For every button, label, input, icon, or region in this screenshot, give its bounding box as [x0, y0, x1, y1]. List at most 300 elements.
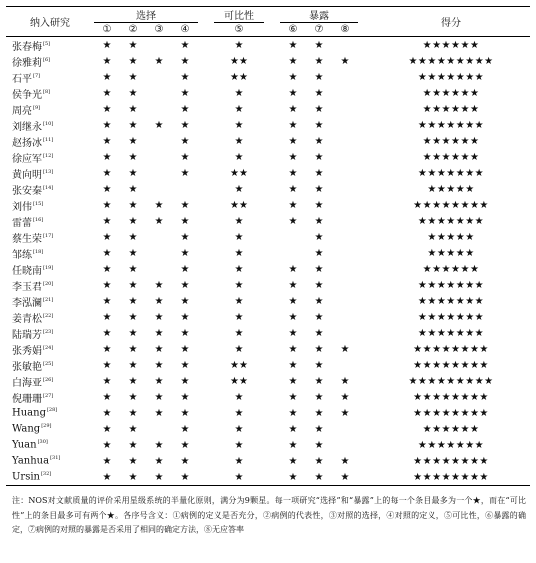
study-name-cell — [6, 389, 94, 405]
study-name-cell — [6, 469, 94, 486]
rating-c4: ★ — [180, 119, 190, 131]
rating-c2: ★ — [128, 311, 138, 323]
reference-number: [9] — [33, 105, 41, 112]
study-name-cell — [6, 133, 94, 149]
table-row — [6, 437, 530, 453]
spacer-cell — [264, 405, 280, 421]
col-num-6: ⑥ — [280, 23, 306, 37]
rating-c8: ★ — [340, 55, 350, 67]
rating-c3: ★ — [154, 375, 164, 387]
rating-c6: ★ — [288, 439, 298, 451]
rating-c5: ★ — [234, 407, 244, 419]
score-cell: ★★★★★★★ — [417, 167, 485, 179]
rating-c6: ★ — [288, 119, 298, 131]
score-cell: ★★★★★★ — [422, 39, 480, 51]
rating-c8 — [332, 421, 358, 437]
rating-c7: ★ — [314, 247, 324, 259]
rating-c4: ★ — [180, 279, 190, 291]
score-cell: ★★★★★★ — [422, 135, 480, 147]
rating-c8 — [332, 325, 358, 341]
rating-c8 — [332, 181, 358, 197]
spacer-cell — [198, 389, 214, 405]
spacer-cell — [264, 357, 280, 373]
table-body — [6, 37, 530, 486]
reference-number: [18] — [33, 249, 44, 256]
table-row — [6, 37, 530, 54]
rating-c5: ★ — [234, 423, 244, 435]
rating-c1: ★ — [102, 151, 112, 163]
spacer-cell — [358, 261, 372, 277]
rating-c1: ★ — [102, 439, 112, 451]
rating-c2: ★ — [128, 327, 138, 339]
spacer-cell — [264, 245, 280, 261]
study-name-cell — [6, 181, 94, 197]
rating-c8 — [332, 85, 358, 101]
rating-c3: ★ — [154, 119, 164, 131]
spacer-cell — [358, 293, 372, 309]
spacer-cell — [198, 53, 214, 69]
table-row — [6, 69, 530, 85]
rating-c2: ★ — [128, 119, 138, 131]
rating-c6 — [280, 245, 306, 261]
spacer-cell — [198, 405, 214, 421]
score-cell: ★★★★★★ — [422, 423, 480, 435]
rating-c6: ★ — [288, 327, 298, 339]
reference-number: [6] — [43, 57, 51, 64]
study-name-cell — [6, 357, 94, 373]
rating-c2: ★ — [128, 231, 138, 243]
rating-c4: ★ — [180, 151, 190, 163]
reference-number: [27] — [43, 393, 54, 400]
spacer-cell — [358, 181, 372, 197]
rating-c1: ★ — [102, 231, 112, 243]
study-name: 蔡生荣 — [12, 233, 42, 245]
rating-c8 — [332, 69, 358, 85]
header-select: 选择 — [94, 7, 198, 23]
rating-c1: ★ — [102, 103, 112, 115]
score-cell: ★★★★★★★ — [417, 295, 485, 307]
rating-c7: ★ — [314, 167, 324, 179]
score-cell: ★★★★★★★ — [417, 279, 485, 291]
table-row — [6, 277, 530, 293]
spacer-cell — [358, 165, 372, 181]
header-score: 得分 — [372, 7, 530, 37]
rating-c8 — [332, 277, 358, 293]
rating-c6: ★ — [288, 263, 298, 275]
spacer-cell — [358, 421, 372, 437]
score-cell: ★★★★★★★ — [417, 119, 485, 131]
rating-c8: ★ — [340, 455, 350, 467]
rating-c7: ★ — [314, 295, 324, 307]
rating-c8: ★ — [332, 469, 358, 486]
study-name: 张敏艳 — [12, 361, 42, 373]
spacer-cell — [198, 37, 214, 54]
score-cell: ★★★★★★★ — [417, 327, 485, 339]
rating-c5: ★★ — [230, 199, 248, 211]
study-name-cell — [6, 405, 94, 421]
rating-c5: ★★ — [230, 167, 248, 179]
reference-number: [5] — [43, 41, 51, 48]
table-row — [6, 389, 530, 405]
spacer-cell — [358, 325, 372, 341]
rating-c5: ★ — [234, 439, 244, 451]
rating-c8 — [332, 101, 358, 117]
study-name: 徐雅莉 — [12, 57, 42, 69]
spacer-cell — [198, 213, 214, 229]
table-row — [6, 309, 530, 325]
study-name-cell — [6, 117, 94, 133]
rating-c2: ★ — [128, 215, 138, 227]
spacer-cell — [358, 213, 372, 229]
study-name: Huang — [12, 407, 46, 419]
spacer-cell — [358, 357, 372, 373]
study-name: 侯争光 — [12, 89, 42, 101]
rating-c2: ★ — [128, 263, 138, 275]
spacer-cell — [358, 53, 372, 69]
spacer-cell — [198, 453, 214, 469]
table-footnote: 注：NOS对文献质量的评价采用星级系统的半量化原则，满分为9颗星。每一项研究“选择”和“暴露”上的每一个条目最多为一个★，而在“可比性”上的条目最多可有两个★。各序号含义：①病例的定义是否充分，②病例的代表性，③对照的选择，④对照的定义，⑤可比性，⑥暴露的确定，⑦病例的对照的暴露是否采用了相同的确定方法，⑧无应答率 — [12, 496, 526, 534]
spacer-cell — [358, 117, 372, 133]
spacer-cell — [198, 181, 214, 197]
rating-c8: ★ — [340, 343, 350, 355]
rating-c6: ★ — [288, 151, 298, 163]
rating-c8 — [332, 133, 358, 149]
study-name: 白海亚 — [12, 377, 42, 389]
rating-c4: ★ — [180, 71, 190, 83]
rating-c2: ★ — [128, 423, 138, 435]
study-name: 倪珊珊 — [12, 393, 42, 405]
rating-c4: ★ — [180, 231, 190, 243]
rating-c7: ★ — [314, 183, 324, 195]
rating-c1: ★ — [102, 55, 112, 67]
rating-c4: ★ — [180, 167, 190, 179]
spacer-cell — [198, 149, 214, 165]
score-cell: ★★★★★★★★ — [413, 359, 489, 371]
study-name: 陆瑞芳 — [12, 329, 42, 341]
rating-c1: ★ — [102, 215, 112, 227]
rating-c7: ★ — [314, 359, 324, 371]
col-num-4: ④ — [172, 23, 198, 37]
spacer-cell — [358, 469, 372, 486]
rating-c5: ★ — [234, 279, 244, 291]
rating-c6: ★ — [288, 343, 298, 355]
rating-c1: ★ — [102, 295, 112, 307]
spacer-cell — [198, 373, 214, 389]
rating-c4: ★ — [180, 55, 190, 67]
score-cell: ★★★★★★★ — [417, 439, 485, 451]
study-name: 任晓南 — [12, 265, 42, 277]
table-row — [6, 229, 530, 245]
spacer-cell — [358, 69, 372, 85]
rating-c7: ★ — [314, 375, 324, 387]
rating-c5: ★ — [214, 469, 264, 486]
reference-number: [29] — [41, 423, 52, 430]
spacer-cell — [264, 229, 280, 245]
rating-c2: ★ — [128, 455, 138, 467]
reference-number: [16] — [33, 217, 44, 224]
spacer-cell — [358, 309, 372, 325]
spacer-cell — [358, 101, 372, 117]
rating-c8: ★ — [340, 375, 350, 387]
rating-c5: ★ — [234, 215, 244, 227]
rating-c4 — [172, 181, 198, 197]
rating-c4: ★ — [180, 327, 190, 339]
reference-number: [21] — [43, 297, 54, 304]
rating-c5: ★★ — [230, 359, 248, 371]
study-name-cell — [6, 373, 94, 389]
rating-c6: ★ — [288, 455, 298, 467]
study-name: 赵扬冰 — [12, 137, 42, 149]
rating-c3: ★ — [154, 279, 164, 291]
rating-c7: ★ — [314, 391, 324, 403]
rating-c2: ★ — [128, 343, 138, 355]
reference-number: [17] — [43, 233, 54, 240]
rating-c7: ★ — [314, 455, 324, 467]
rating-c4: ★ — [180, 295, 190, 307]
reference-number: [32] — [40, 471, 52, 478]
table-row — [6, 357, 530, 373]
study-name-cell — [6, 421, 94, 437]
rating-c6: ★ — [288, 87, 298, 99]
rating-c2: ★ — [128, 391, 138, 403]
rating-c1: ★ — [102, 119, 112, 131]
rating-c2: ★ — [128, 167, 138, 179]
rating-c4: ★ — [180, 311, 190, 323]
rating-c3 — [146, 261, 172, 277]
score-cell: ★★★★★★★★ — [413, 455, 489, 467]
spacer-cell — [264, 437, 280, 453]
spacer-cell — [358, 437, 372, 453]
study-name-cell — [6, 165, 94, 181]
table-row — [6, 53, 530, 69]
rating-c7: ★ — [314, 87, 324, 99]
score-cell: ★★★★★★★★ — [413, 199, 489, 211]
rating-c4: ★ — [180, 343, 190, 355]
spacer-cell — [198, 245, 214, 261]
spacer-cell — [358, 341, 372, 357]
rating-c4: ★ — [180, 87, 190, 99]
rating-c2: ★ — [128, 135, 138, 147]
rating-c5: ★★ — [230, 55, 248, 67]
spacer-cell — [198, 277, 214, 293]
rating-c1: ★ — [102, 183, 112, 195]
spacer-cell — [358, 405, 372, 421]
spacer-cell — [198, 165, 214, 181]
score-cell: ★★★★★★★★ — [413, 343, 489, 355]
rating-c3 — [146, 181, 172, 197]
spacer-cell — [358, 229, 372, 245]
rating-c8 — [332, 437, 358, 453]
reference-number: [26] — [43, 377, 54, 384]
header-study: 纳入研究 — [6, 7, 94, 37]
rating-c7: ★ — [314, 151, 324, 163]
study-name-cell — [6, 85, 94, 101]
rating-c1: ★ — [102, 343, 112, 355]
rating-c2: ★ — [128, 151, 138, 163]
rating-c8 — [332, 165, 358, 181]
rating-c2: ★ — [128, 279, 138, 291]
spacer-cell — [198, 133, 214, 149]
rating-c1: ★ — [102, 87, 112, 99]
rating-c8 — [332, 245, 358, 261]
rating-c5: ★ — [234, 391, 244, 403]
rating-c6: ★ — [288, 183, 298, 195]
rating-c6: ★ — [288, 167, 298, 179]
spacer-cell — [358, 245, 372, 261]
reference-number: [20] — [43, 281, 54, 288]
rating-c3: ★ — [146, 469, 172, 486]
rating-c2: ★ — [128, 439, 138, 451]
study-name: 石平 — [12, 73, 32, 85]
rating-c3 — [146, 165, 172, 181]
rating-c3 — [146, 133, 172, 149]
rating-c7: ★ — [314, 439, 324, 451]
spacer-cell — [264, 53, 280, 69]
table-row — [6, 261, 530, 277]
spacer-cell — [264, 181, 280, 197]
rating-c5: ★ — [234, 119, 244, 131]
rating-c5: ★ — [234, 263, 244, 275]
score-cell: ★★★★★★★ — [417, 215, 485, 227]
rating-c1: ★ — [102, 199, 112, 211]
rating-c1: ★ — [102, 311, 112, 323]
spacer-cell — [264, 277, 280, 293]
study-name-cell — [6, 149, 94, 165]
rating-c3: ★ — [154, 359, 164, 371]
score-cell: ★★★★★★★★★ — [408, 375, 494, 387]
rating-c3: ★ — [154, 311, 164, 323]
rating-c1: ★ — [102, 71, 112, 83]
rating-c5: ★ — [234, 151, 244, 163]
study-name: 张秀娟 — [12, 345, 42, 357]
spacer-cell — [198, 421, 214, 437]
rating-c6: ★ — [288, 215, 298, 227]
col-num-8: ⑧ — [332, 23, 358, 37]
reference-number: [10] — [43, 121, 54, 128]
study-name-cell — [6, 53, 94, 69]
reference-number: [28] — [46, 407, 58, 414]
rating-c5: ★★ — [230, 375, 248, 387]
spacer-cell — [358, 197, 372, 213]
table-row — [6, 405, 530, 421]
spacer-cell — [198, 325, 214, 341]
table-row — [6, 453, 530, 469]
rating-c5: ★ — [234, 343, 244, 355]
rating-c1: ★ — [102, 375, 112, 387]
rating-c1: ★ — [102, 263, 112, 275]
rating-c8 — [332, 229, 358, 245]
rating-c6: ★ — [288, 199, 298, 211]
score-cell: ★★★★★★ — [422, 263, 480, 275]
spacer-cell — [358, 149, 372, 165]
reference-number: [8] — [43, 89, 51, 96]
rating-c3: ★ — [154, 295, 164, 307]
rating-c3 — [146, 245, 172, 261]
study-name: Yanhua — [12, 455, 50, 467]
spacer-cell — [198, 117, 214, 133]
table-row — [6, 293, 530, 309]
spacer-cell — [264, 69, 280, 85]
rating-c6: ★ — [288, 407, 298, 419]
rating-c4: ★ — [180, 407, 190, 419]
reference-number: [22] — [43, 313, 54, 320]
reference-number: [19] — [43, 265, 54, 272]
rating-c4: ★ — [180, 391, 190, 403]
spacer-cell — [264, 421, 280, 437]
header-exposure: 暴露 — [280, 7, 358, 23]
rating-c6: ★ — [280, 469, 306, 486]
rating-c3: ★ — [154, 455, 164, 467]
spacer-cell — [198, 101, 214, 117]
rating-c1: ★ — [102, 423, 112, 435]
rating-c3 — [146, 421, 172, 437]
study-name: 李泓澜 — [12, 297, 42, 309]
rating-c1: ★ — [102, 359, 112, 371]
spacer-cell — [264, 309, 280, 325]
reference-number: [30] — [37, 439, 48, 446]
study-name: 黄向明 — [12, 169, 42, 181]
spacer-cell — [264, 149, 280, 165]
table-row — [6, 245, 530, 261]
rating-c3 — [146, 85, 172, 101]
spacer-cell — [264, 101, 280, 117]
rating-c7: ★ — [314, 215, 324, 227]
study-name-cell — [6, 453, 94, 469]
spacer-cell — [198, 197, 214, 213]
study-name: Yuan — [12, 439, 37, 451]
rating-c4: ★ — [180, 247, 190, 259]
rating-c4: ★ — [180, 455, 190, 467]
nos-quality-table — [6, 6, 530, 486]
rating-c6: ★ — [288, 39, 298, 51]
table-row — [6, 197, 530, 213]
rating-c8 — [332, 261, 358, 277]
rating-c2: ★ — [128, 71, 138, 83]
table-row — [6, 133, 530, 149]
study-name-cell — [6, 197, 94, 213]
spacer-cell — [198, 309, 214, 325]
rating-c1: ★ — [102, 39, 112, 51]
study-name: 刘伟 — [12, 201, 32, 213]
rating-c7: ★ — [314, 39, 324, 51]
rating-c2: ★ — [128, 295, 138, 307]
study-name-cell — [6, 37, 94, 54]
rating-c1: ★ — [102, 391, 112, 403]
rating-c3: ★ — [154, 199, 164, 211]
rating-c1: ★ — [102, 167, 112, 179]
reference-number: [25] — [43, 361, 54, 368]
rating-c5: ★ — [234, 311, 244, 323]
rating-c8 — [332, 357, 358, 373]
spacer-cell — [198, 293, 214, 309]
rating-c7: ★ — [314, 263, 324, 275]
rating-c8 — [332, 149, 358, 165]
rating-c3 — [146, 229, 172, 245]
table-row — [6, 181, 530, 197]
study-name: 雷蕾 — [12, 217, 32, 229]
spacer-cell — [198, 229, 214, 245]
study-name-cell — [6, 277, 94, 293]
spacer-cell — [264, 293, 280, 309]
rating-c4: ★ — [180, 263, 190, 275]
rating-c7: ★ — [314, 71, 324, 83]
rating-c3 — [146, 37, 172, 54]
spacer-cell — [264, 165, 280, 181]
rating-c4: ★ — [180, 439, 190, 451]
rating-c4: ★ — [180, 199, 190, 211]
reference-number: [31] — [50, 455, 61, 462]
spacer-cell — [198, 469, 214, 486]
